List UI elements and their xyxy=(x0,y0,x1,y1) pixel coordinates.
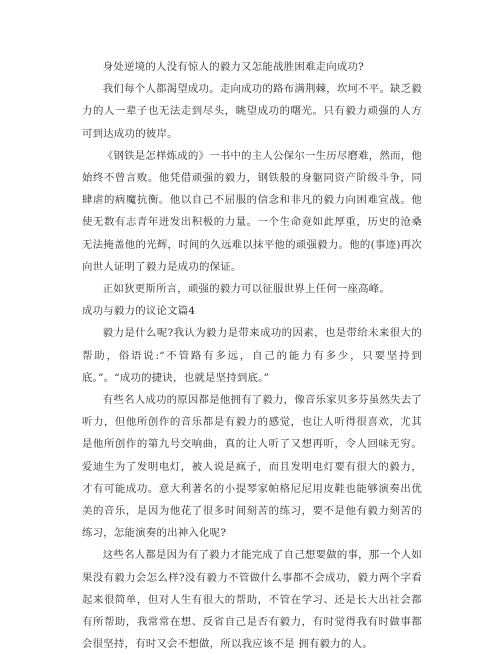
document-body xyxy=(82,56,422,655)
section-heading: 成功与毅力的议论文篇4 xyxy=(82,305,196,318)
paragraph-2: 我们每个人都渴望成功。走向成功的路布满荆棘，坎坷不平。缺乏毅力的人一辈子也无法走到尽头，眺望成功的曙光。只有毅力顽强的人方可到达成功的彼岸。 xyxy=(82,83,423,140)
paragraph-3: 《钢铁是怎样炼成的》一书中的主人公保尔一生历尽磨难，然而，他始终不曾言败。他凭借顽强的毅力，钢铁般的身躯同资产阶级斗争，同肆虐的病魔抗衡。他以自己不屈服的信念和非凡的毅力向困难宣战。他使无数有志青年迸发出积极的力量。一个生命竟如此厚重，历史的沧桑无法掩盖他的光辉，时间的久远难以抹平他的顽强毅力。他的(事迹)再次向世人证明了毅力是成功的保证。 xyxy=(82,149,423,273)
paragraph-7: 这些名人都是因为有了毅力才能完成了自己想要做的事，那一个人如果没有毅力会怎么样?没有毅力不管做什么事都不会成功，毅力两个字看起来很简单，但对人生有很大的帮助，不管在学习、还是长大出社会都有所帮助，我常常在想、反省自己是否有毅力，有时觉得我有时做事都会很坚持，有时又会不想做，所以我应该不是 拥有毅力的人。 xyxy=(82,549,423,651)
paragraph-1: 身处逆境的人没有惊人的毅力又怎能战胜困难走向成功? xyxy=(102,61,364,73)
paragraph-4: 正如狄更斯所言，顽强的毅力可以征服世界上任何一座高峰。 xyxy=(102,283,391,296)
paragraph-6: 有些名人成功的原因都是他拥有了毅力，像音乐家贝多芬虽然失去了听力，但他所创作的音乐都是有毅力的感觉，也让人听得很喜欢，尤其是他所创作的第九号交响曲，真的让人听了又想再听，令人回味无穷。爱迪生为了发明电灯，被人说是疯子，而且发明电灯要有很大的毅力，才有可能成功。意大利著名的小提琴家帕格尼尼用皮鞋也能够演奏出优美的音乐，是因为他花了很多时间刻苦的练习，要不是他有毅力刻苦的练习，怎能演奏的出神入化呢? xyxy=(82,394,423,540)
paragraph-5: 毅力是什么呢?我认为毅力是带来成功的因素，也是带给未来很大的帮助，俗语说:“不管路有多远，自己的能力有多少，只要坚持到底。”。“成功的捷诀，也就是坚持到底。” xyxy=(82,327,422,384)
